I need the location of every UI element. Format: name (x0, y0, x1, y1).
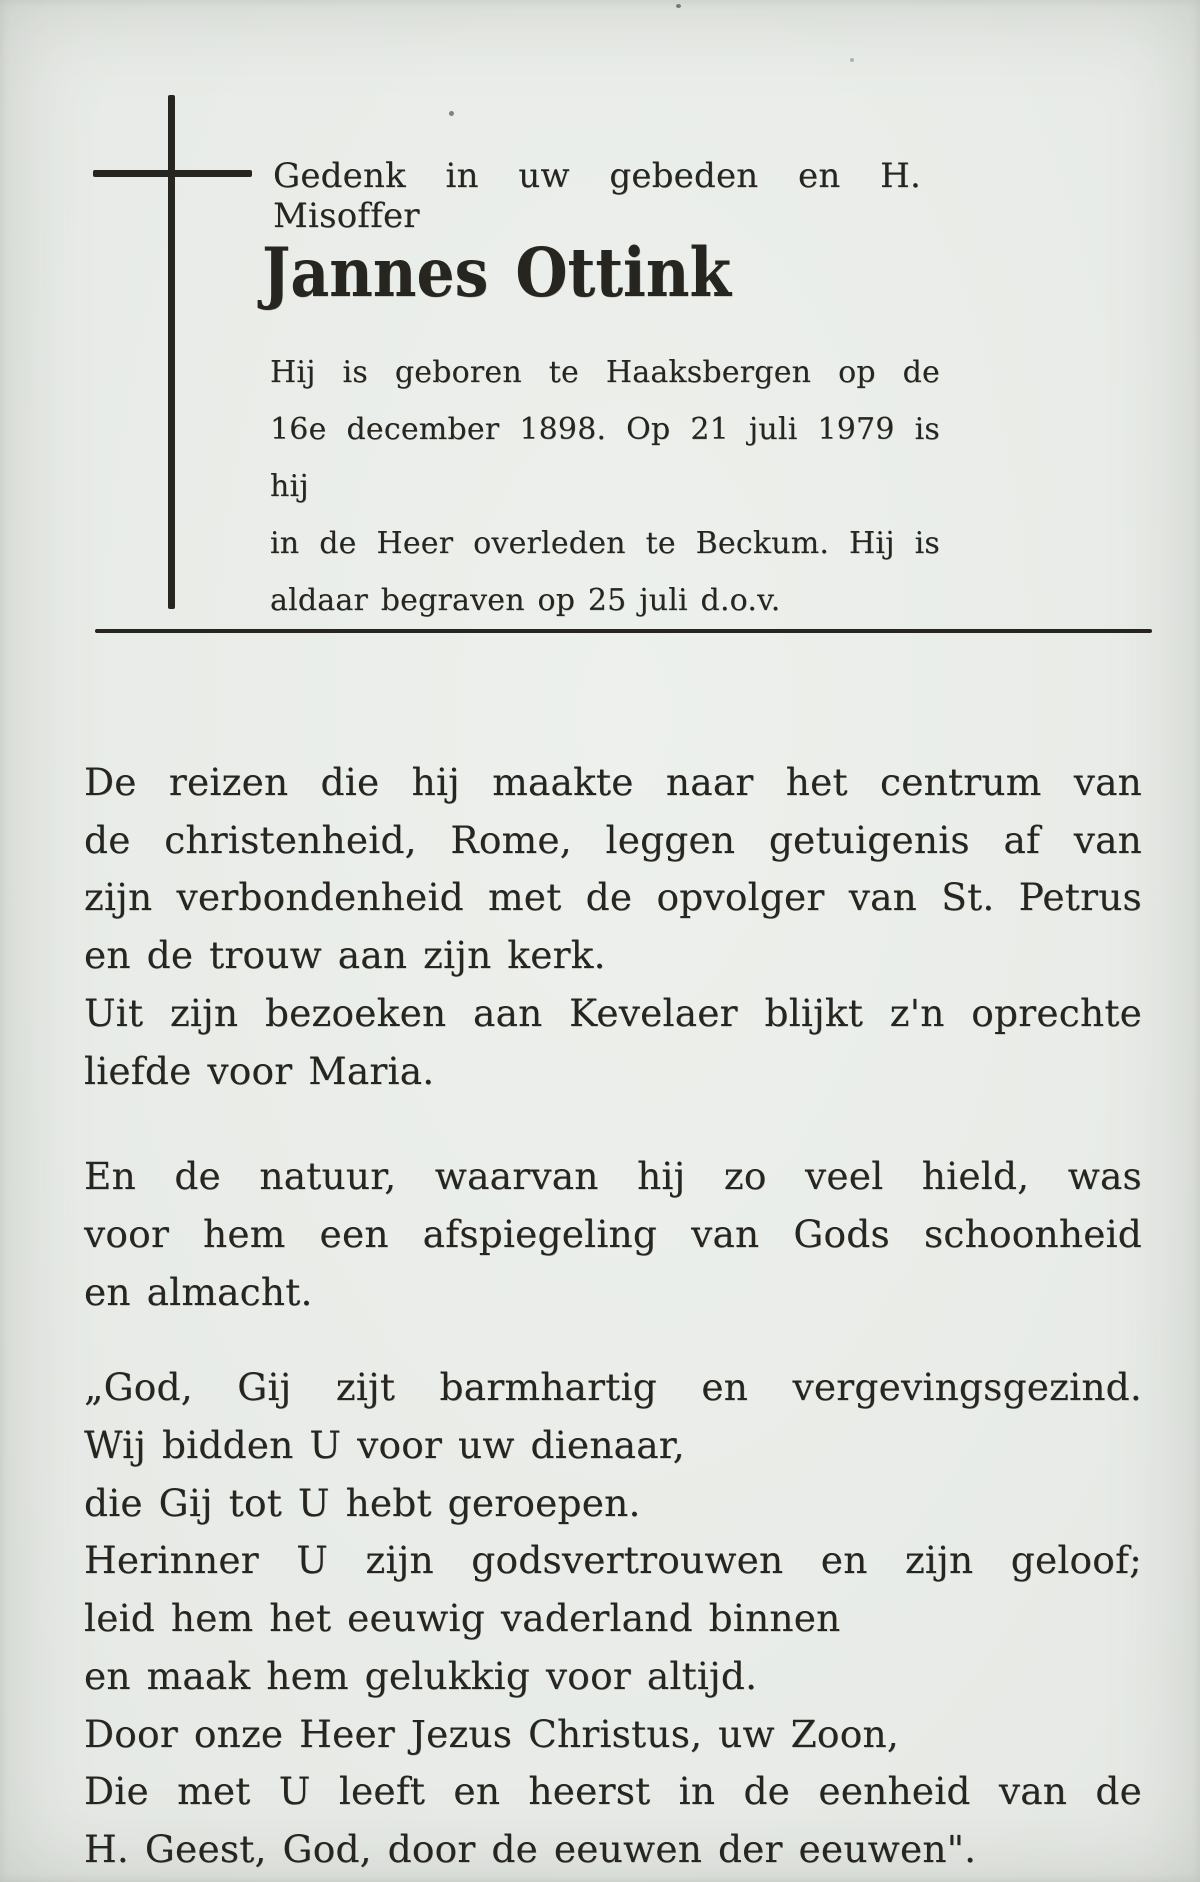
scan-speck (449, 111, 454, 116)
prayer-line: die Gij tot U hebt geroepen. (84, 1480, 641, 1525)
prayer-line: Die met U leeft en heerst in de eenheid van de (84, 1769, 1142, 1814)
prayer-line: H. Geest, God, door de eeuwen der eeuwen". (84, 1826, 977, 1871)
vitae-line: in de Heer overleden te Beckum. Hij is (270, 526, 940, 561)
vitae-line: 16e december 1898. Op 21 juli 1979 is hij (270, 412, 940, 504)
prayer-line: Wij bidden U voor uw dienaar, (84, 1423, 685, 1468)
body-line: liefde voor Maria. (84, 1048, 435, 1093)
prayer-line: Door onze Heer Jezus Christus, uw Zoon, (84, 1711, 899, 1756)
paragraph-rome-kevelaer (84, 754, 1142, 1100)
vitae-line: Hij is geboren te Haaksbergen op de (270, 355, 940, 390)
memorial-intro-line: Gedenk in uw gebeden en H. Misoffer (273, 156, 921, 236)
body-line: de christenheid, Rome, leggen getuigenis af van (84, 817, 1142, 862)
cross-horizontal-bar (93, 170, 252, 177)
prayer-line: en maak hem gelukkig voor altijd. (84, 1653, 758, 1698)
body-line: Uit zijn bezoeken aan Kevelaer blijkt z'n oprechte (84, 990, 1142, 1035)
body-line: zijn verbondenheid met de opvolger van St. Petrus (84, 875, 1142, 920)
prayer-line: leid hem het eeuwig vaderland binnen (84, 1596, 841, 1641)
body-line: en de trouw aan zijn kerk. (84, 933, 606, 978)
vitae-line: aldaar begraven op 25 juli d.o.v. (270, 583, 781, 618)
body-line: voor hem een afspiegeling van Gods schoonheid (84, 1211, 1142, 1256)
paragraph-natuur (84, 1148, 1142, 1321)
section-divider-rule (95, 629, 1152, 633)
vitae-paragraph (270, 344, 940, 629)
deceased-name: Jannes Ottink (262, 234, 732, 314)
scan-speck (676, 4, 681, 8)
paragraph-prayer (84, 1359, 1142, 1878)
body-line: en almacht. (84, 1269, 313, 1314)
body-text-block (84, 754, 1142, 1879)
prayer-line: Herinner U zijn godsvertrouwen en zijn geloof; (84, 1538, 1142, 1583)
body-line: En de natuur, waarvan hij zo veel hield, was (84, 1154, 1142, 1199)
prayer-line: „God, Gij zijt barmhartig en vergevingsgezind. (84, 1365, 1142, 1410)
scan-speck (850, 58, 854, 62)
body-line: De reizen die hij maakte naar het centrum van (84, 760, 1142, 804)
